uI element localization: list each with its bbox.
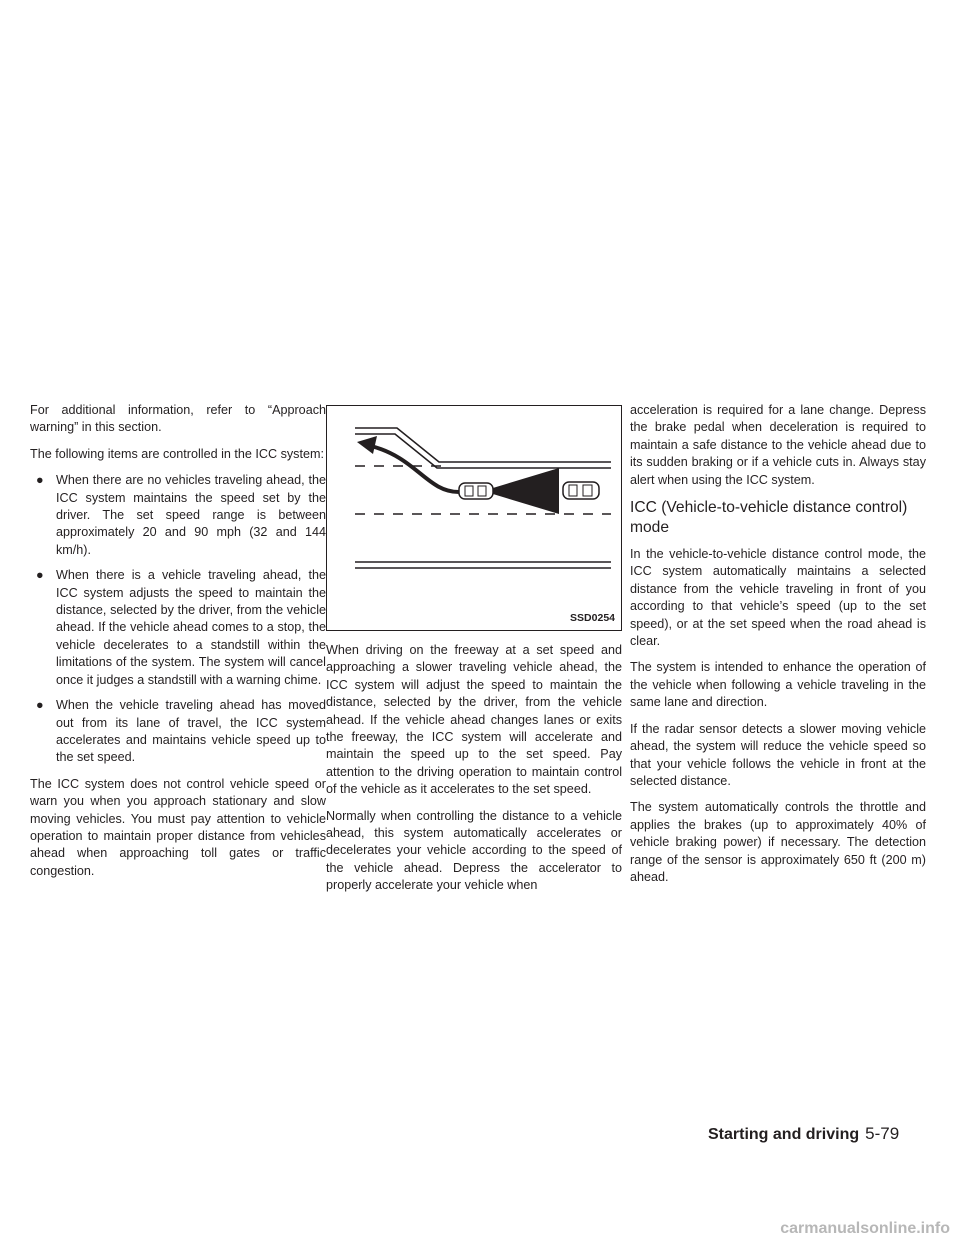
list-item xyxy=(30,697,326,767)
page-number: 5-79 xyxy=(865,1124,900,1143)
column-2 xyxy=(326,405,622,904)
controlled-items-list xyxy=(30,472,326,767)
list-item xyxy=(30,567,326,689)
body-paragraph: In the vehicle-to-vehicle distance control mode, the ICC system automatically maintains a selected distance from the vehicle traveling in front of you according to that vehicle’s speed (up to the set speed), or at the set speed when the road ahead is clear. xyxy=(630,547,926,649)
arrow-head-icon xyxy=(357,436,377,454)
radar-beam xyxy=(483,468,559,514)
own-vehicle-icon xyxy=(459,483,493,499)
section-heading: ICC (Vehicle-to-vehicle distance control) mode xyxy=(630,499,908,537)
body-paragraph: The system is intended to enhance the operation of the vehicle when following a vehicle traveling in the same lane and direction. xyxy=(630,660,926,710)
body-paragraph: Normally when controlling the distance to a vehicle ahead, this system automatically accelerates or decelerates your vehicle according to the speed of the vehicle ahead. Depress the accelerator to properly accelerate your vehicle when xyxy=(326,808,622,893)
body-paragraph: The ICC system does not control vehicle speed or warn you when you approach stationary and slow moving vehicles. You must pay attention to vehicle operation to maintain proper distance from vehicles ahead when approaching toll gates or traffic congestion. xyxy=(30,776,326,878)
body-paragraph: When driving on the freeway at a set speed and approaching a slower traveling vehicle ahead, the ICC system will adjust the speed to maintain the distance, selected by the driver, from the vehicle ahead. If the vehicle ahead changes lanes or exits the freeway, the ICC system will accelerate and maintain the speed up to the set speed. Pay attention to the driving operation to maintain control of the vehicle as it accelerates to the set speed. xyxy=(326,643,622,797)
watermark: carmanualsonline.info xyxy=(780,1220,950,1237)
intro-paragraph: For additional information, refer to “Approach warning” in this section. xyxy=(30,403,326,435)
footer-section-title: Starting and driving xyxy=(708,1126,860,1143)
body-paragraph: The system automatically controls the throttle and applies the brakes (up to approximately 40% of vehicle braking power) if necessary. The detection range of the sensor is approximately 650 ft (200 m) ahead. xyxy=(630,800,926,884)
list-item-text: When there are no vehicles traveling ahead, the ICC system maintains the speed set by the driver. The set speed range is between approximately 20 and 90 mph (32 and 144 km/h). xyxy=(56,473,326,557)
lane-change-path xyxy=(371,446,459,492)
lane-diagram xyxy=(327,406,621,630)
body-paragraph: If the radar sensor detects a slower moving vehicle ahead, the system will reduce the vehicle speed so that your vehicle follows the vehicle in front at the selected distance. xyxy=(630,721,926,788)
figure-label: SSD0254 xyxy=(570,611,615,624)
bullet-icon: ● xyxy=(36,568,44,583)
bullet-icon: ● xyxy=(36,473,44,488)
list-item-text: When there is a vehicle traveling ahead, the ICC system adjusts the speed to maintain the distance, selected by the driver, from the vehicle ahead. If the vehicle ahead comes to a stop, the vehicle decelerates to a standstill within the limitations of the system. The system will cancel once it judges a standstill with a warning chime. xyxy=(56,568,326,687)
column-1 xyxy=(30,402,326,889)
list-item-text: When the vehicle traveling ahead has moved out from its lane of travel, the ICC system accelerates and maintains vehicle speed up to the set speed. xyxy=(56,698,326,765)
column-3 xyxy=(630,402,926,895)
page-footer xyxy=(708,1124,899,1144)
vehicle-ahead-icon xyxy=(563,482,599,499)
freeway-lane-change-figure xyxy=(326,405,622,631)
body-paragraph: acceleration is required for a lane change. Depress the brake pedal when deceleration is required to maintain a safe distance to the vehicle ahead due to its sudden braking or if a vehicle cuts in. Always stay alert when using the ICC system. xyxy=(630,403,926,487)
list-item xyxy=(30,472,326,559)
road-edge-line xyxy=(355,434,611,468)
intro-paragraph: The following items are controlled in the ICC system: xyxy=(30,446,324,461)
bullet-icon: ● xyxy=(36,698,44,713)
